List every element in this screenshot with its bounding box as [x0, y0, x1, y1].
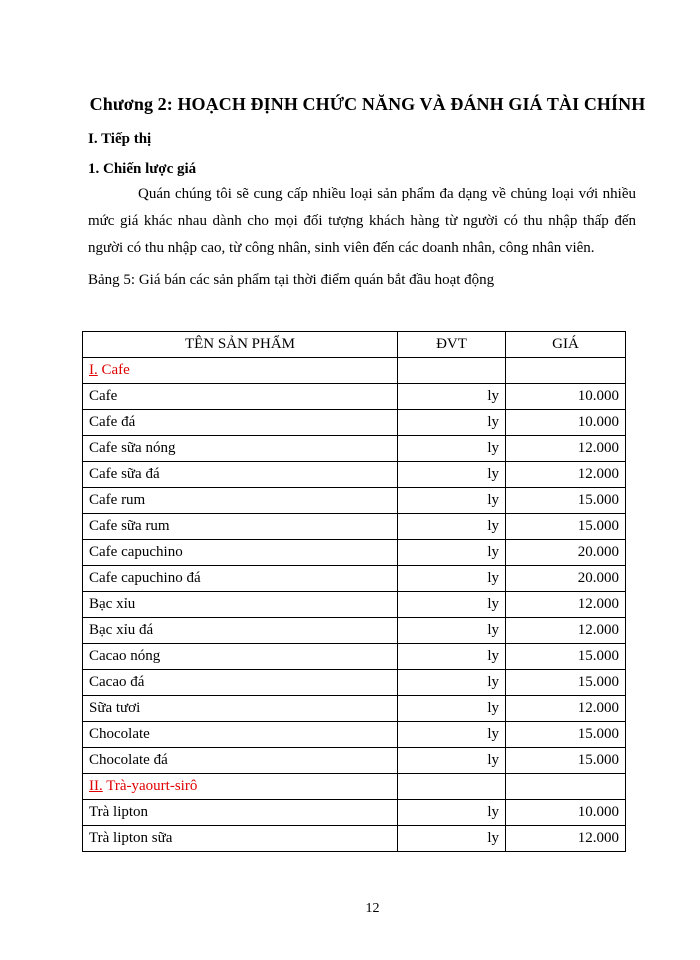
table-row	[83, 540, 626, 566]
table-row	[83, 722, 626, 748]
product-price: 12.000	[506, 826, 626, 852]
product-name: Chocolate	[83, 722, 398, 748]
product-price: 20.000	[506, 566, 626, 592]
table-row	[83, 800, 626, 826]
product-unit: ly	[398, 462, 506, 488]
product-price: 15.000	[506, 488, 626, 514]
category-label	[83, 358, 398, 384]
table-row	[83, 826, 626, 852]
section-heading: I. Tiếp thị	[88, 131, 152, 147]
table-caption: Bảng 5: Giá bán các sản phẩm tại thời điểm quán bắt đầu hoạt động	[88, 272, 495, 288]
table-row	[83, 436, 626, 462]
category-row-cafe	[83, 358, 626, 384]
product-unit: ly	[398, 436, 506, 462]
category-number: I.	[89, 362, 98, 378]
product-name: Cafe sữa rum	[83, 514, 398, 540]
product-price: 20.000	[506, 540, 626, 566]
category-label	[83, 774, 398, 800]
product-name: Bạc xỉu đá	[83, 618, 398, 644]
product-name: Cafe sữa đá	[83, 462, 398, 488]
table-row	[83, 410, 626, 436]
product-unit: ly	[398, 592, 506, 618]
product-name: Cacao đá	[83, 670, 398, 696]
page-number: 12	[365, 901, 380, 916]
product-unit: ly	[398, 566, 506, 592]
product-name: Cafe	[83, 384, 398, 410]
product-price: 10.000	[506, 410, 626, 436]
header-unit: ĐVT	[398, 332, 506, 358]
product-name: Trà lipton sữa	[83, 826, 398, 852]
table-cell-empty	[506, 774, 626, 800]
product-price: 12.000	[506, 436, 626, 462]
table-row	[83, 566, 626, 592]
product-unit: ly	[398, 670, 506, 696]
category-row-tea	[83, 774, 626, 800]
product-unit: ly	[398, 488, 506, 514]
product-name: Cafe capuchino đá	[83, 566, 398, 592]
product-unit: ly	[398, 644, 506, 670]
product-name: Cafe capuchino	[83, 540, 398, 566]
product-price: 12.000	[506, 462, 626, 488]
product-price: 15.000	[506, 670, 626, 696]
header-price: GIÁ	[506, 332, 626, 358]
product-name: Cafe sữa nóng	[83, 436, 398, 462]
table-row	[83, 618, 626, 644]
product-name: Cafe rum	[83, 488, 398, 514]
product-unit: ly	[398, 540, 506, 566]
table-row	[83, 748, 626, 774]
product-price: 15.000	[506, 722, 626, 748]
product-unit: ly	[398, 410, 506, 436]
table-row	[83, 592, 626, 618]
product-name: Trà lipton	[83, 800, 398, 826]
table-row	[83, 462, 626, 488]
subsection-heading: 1. Chiến lược giá	[88, 161, 197, 177]
product-price: 15.000	[506, 748, 626, 774]
table-row	[83, 644, 626, 670]
product-price: 10.000	[506, 384, 626, 410]
product-name: Cafe đá	[83, 410, 398, 436]
category-number: II.	[89, 778, 103, 794]
product-unit: ly	[398, 826, 506, 852]
table-header-row	[83, 332, 626, 358]
product-unit: ly	[398, 748, 506, 774]
product-name: Bạc xỉu	[83, 592, 398, 618]
table-row	[83, 696, 626, 722]
product-price: 15.000	[506, 644, 626, 670]
chapter-title: Chương 2: HOẠCH ĐỊNH CHỨC NĂNG VÀ ĐÁNH GIÁ TÀI CHÍNH	[89, 94, 646, 114]
product-unit: ly	[398, 514, 506, 540]
table-row	[83, 514, 626, 540]
price-table	[82, 331, 626, 852]
product-name: Sữa tươi	[83, 696, 398, 722]
product-unit: ly	[398, 618, 506, 644]
table-row	[83, 488, 626, 514]
table-row	[83, 384, 626, 410]
product-price: 10.000	[506, 800, 626, 826]
product-unit: ly	[398, 384, 506, 410]
body-paragraph: Quán chúng tôi sẽ cung cấp nhiều loại sản phẩm đa dạng về chủng loại với nhiều mức giá khác nhau dành cho mọi đối tượng khách hàng từ người có thu nhập thấp đến người có thu nhập cao, từ công nhân, sinh viên đến các doanh nhân, công nhân viên.	[88, 186, 636, 256]
table-cell-empty	[506, 358, 626, 384]
table-row	[83, 670, 626, 696]
product-unit: ly	[398, 722, 506, 748]
category-title: Trà-yaourt-sirô	[102, 778, 198, 794]
table-cell-empty	[398, 774, 506, 800]
product-price: 15.000	[506, 514, 626, 540]
product-unit: ly	[398, 696, 506, 722]
product-name: Cacao nóng	[83, 644, 398, 670]
product-price: 12.000	[506, 696, 626, 722]
product-price: 12.000	[506, 618, 626, 644]
product-price: 12.000	[506, 592, 626, 618]
category-title: Cafe	[97, 362, 130, 378]
header-product-name: TÊN SẢN PHẨM	[83, 332, 398, 358]
table-cell-empty	[398, 358, 506, 384]
product-unit: ly	[398, 800, 506, 826]
product-name: Chocolate đá	[83, 748, 398, 774]
